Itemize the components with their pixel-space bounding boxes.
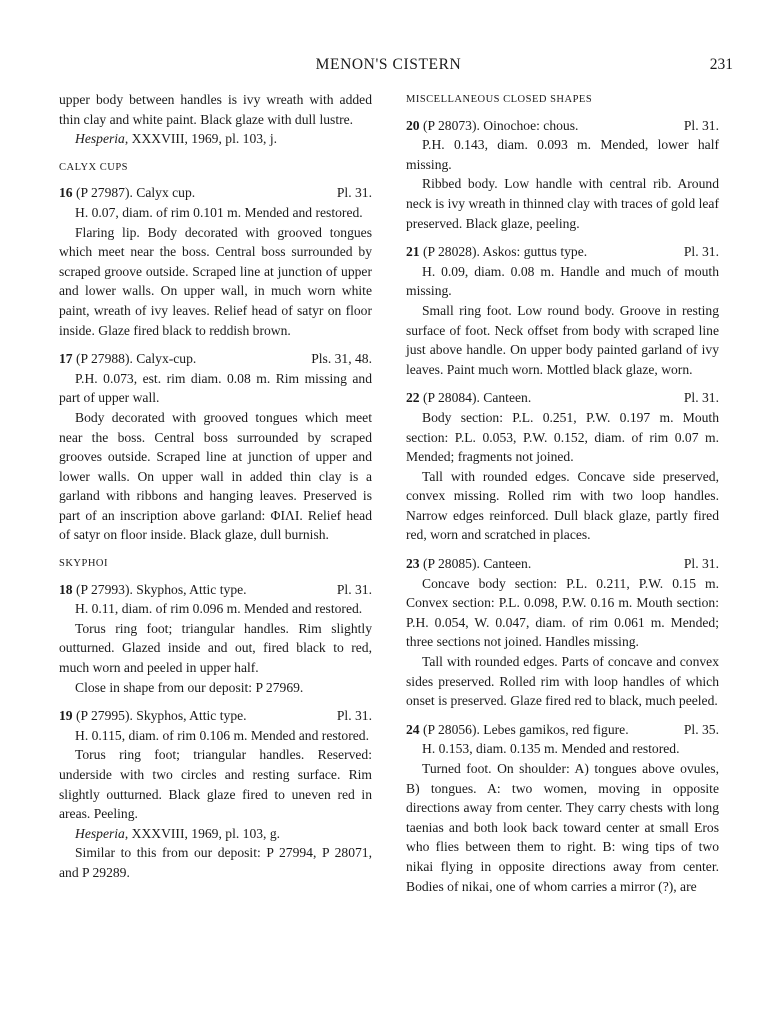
entry-heading bbox=[406, 554, 719, 574]
entry-heading bbox=[406, 720, 719, 740]
entry-dimensions: H. 0.09, diam. 0.08 m. Handle and much of mouth missing. bbox=[406, 263, 719, 299]
entry-dimensions: Concave body section: P.L. 0.211, P.W. 0.15 m. Convex section: P.L. 0.098, P.W. 0.16 m. Mouth section: P.H. 0.054, W. 0.047, diam. of rim 0.061 m. Mended; three sections not joined. Handles missing. bbox=[406, 575, 719, 650]
entry-description: Ribbed body. Low handle with central rib. Around neck is ivy wreath in thinned clay with traces of gold leaf preserved. Black glaze, peeling. bbox=[406, 176, 719, 231]
entry-title: (P 28073). Oinochoe: chous. bbox=[419, 117, 579, 133]
catalog-entry-16 bbox=[59, 183, 372, 340]
entry-dimensions: P.H. 0.143, diam. 0.093 m. Mended, lower half missing. bbox=[406, 137, 719, 172]
plate-reference: Pl. 31. bbox=[683, 117, 719, 133]
plate-reference: Pl. 31. bbox=[336, 708, 372, 724]
entry-number: 16 bbox=[59, 185, 73, 201]
entry-title: (P 28056). Lebes gamikos, red figure. bbox=[419, 721, 629, 737]
entry-description: Small ring foot. Low round body. Groove in resting surface of foot. Neck offset from body with scraped line just above handle. On upper body painted garland of ivy leaves. Paint much worn. Mottled black glaze, worn. bbox=[406, 302, 719, 377]
entry-description: Turned foot. On shoulder: A) tongues above ovules, B) tongues. A: two women, moving in opposite directions away from center. They carry chests with long taenias and both look back toward center at small Eros who flies between them to right. B: wing tips of two nikai flying in opposite directions away from center. Bodies of nikai, one of whom carries a mirror (?), are bbox=[406, 761, 719, 894]
entry-citation bbox=[59, 824, 372, 844]
plate-reference: Pl. 35. bbox=[683, 721, 719, 737]
citation-journal: Hesperia bbox=[75, 825, 125, 841]
entry-dimensions: H. 0.153, diam. 0.135 m. Mended and restored. bbox=[422, 741, 680, 757]
entry-description: Body decorated with grooved tongues which meet near the boss. Central boss surrounded by scraped grooves outside. Scraped line at junction of upper and lower walls. On upper wall in added thin clay is a garland with ribbons and hanging leaves. Preserved is part of an inscription above garland: ΦΙΛΙ. Relief head of satyr on floor inside. Black glaze, dull burnish. bbox=[59, 409, 372, 543]
citation-journal: Hesperia bbox=[75, 131, 125, 147]
entry-dimensions: P.H. 0.073, est. rim diam. 0.08 m. Rim missing and part of upper wall. bbox=[59, 370, 372, 406]
entry-description: Tall with rounded edges. Parts of concave and convex sides preserved. Rolled rim with loop handles of which onset is preserved. Glaze fired red to black, much peeled. bbox=[406, 654, 719, 709]
right-column bbox=[406, 90, 719, 896]
entry-heading bbox=[406, 388, 719, 408]
entry-title: (P 28028). Askos: guttus type. bbox=[419, 244, 588, 260]
section-heading-calyx-cups: CALYX CUPS bbox=[59, 161, 129, 173]
page-number: 231 bbox=[709, 56, 733, 73]
entry-number: 19 bbox=[59, 708, 73, 724]
entry-description: Torus ring foot; triangular handles. Rim slightly outturned. Glazed inside and out, fired black to red, much worn and peeled in upper half. bbox=[59, 620, 372, 676]
catalog-entry-24 bbox=[406, 720, 719, 896]
entry-dimensions: Body section: P.L. 0.251, P.W. 0.197 m. Mouth section: P.L. 0.053, P.W. 0.152, diam. of rim 0.07 m. Mended; fragments not joined. bbox=[406, 409, 719, 465]
entry-number: 22 bbox=[406, 390, 420, 406]
entry-heading bbox=[59, 183, 372, 203]
entry-heading bbox=[59, 580, 372, 600]
running-title: MENON'S CISTERN bbox=[315, 56, 462, 73]
catalog-entry-20 bbox=[406, 116, 719, 234]
entry-number: 23 bbox=[406, 556, 420, 572]
plate-reference: Pls. 31, 48. bbox=[311, 351, 372, 367]
catalog-entry-18 bbox=[59, 580, 372, 698]
citation-detail: , XXXVIII, 1969, pl. 103, g. bbox=[124, 825, 281, 841]
entry-description: Tall with rounded edges. Concave side preserved, convex missing. Rolled rim with two loop handles. Narrow edges reinforced. Dull black glaze, partly fired red, worn and scratched in places. bbox=[406, 468, 719, 543]
catalog-entry-23 bbox=[406, 554, 719, 711]
entry-title: (P 27988). Calyx-cup. bbox=[72, 351, 197, 367]
entry-title: (P 27987). Calyx cup. bbox=[72, 185, 196, 201]
entry-number: 20 bbox=[406, 117, 420, 133]
entry-heading bbox=[59, 706, 372, 726]
intro-citation bbox=[59, 129, 372, 149]
entry-note: Close in shape from our deposit: P 27969. bbox=[75, 679, 304, 695]
entry-heading bbox=[406, 116, 719, 136]
entry-number: 18 bbox=[59, 581, 73, 597]
citation-detail: , XXXVIII, 1969, pl. 103, j. bbox=[124, 131, 278, 147]
section-heading-misc-closed-shapes: MISCELLANEOUS CLOSED SHAPES bbox=[406, 94, 593, 105]
catalog-entry-21 bbox=[406, 242, 719, 379]
plate-reference: Pl. 31. bbox=[683, 556, 719, 572]
entry-dimensions: H. 0.07, diam. of rim 0.101 m. Mended and restored. bbox=[75, 204, 363, 220]
intro-text: upper body between handles is ivy wreath with added thin clay and white paint. Black glaze with dull lustre. bbox=[59, 92, 372, 127]
plate-reference: Pl. 31. bbox=[683, 390, 719, 406]
catalog-entry-17 bbox=[59, 349, 372, 545]
entry-description: Flaring lip. Body decorated with grooved tongues which meet near the boss. Central boss surrounded by scraped groove outside. Scraped line at junction of upper and lower walls. On upper wall, in much worn white paint, wreath of ivy leaves. Relief head of satyr on floor inside. Glaze fired black to reddish brown. bbox=[59, 224, 372, 338]
entry-number: 17 bbox=[59, 351, 73, 367]
entry-number: 21 bbox=[406, 244, 420, 260]
plate-reference: Pl. 31. bbox=[336, 581, 372, 597]
catalog-entry-22 bbox=[406, 388, 719, 545]
entry-heading bbox=[59, 349, 372, 369]
running-head bbox=[0, 56, 777, 76]
entry-description: Torus ring foot; triangular handles. Reserved: underside with two circles and resting surface. Rim slightly outturned. Black glaze fired to uneven red in areas. Peeling. bbox=[59, 747, 372, 822]
section-heading-skyphoi: SKYPHOI bbox=[59, 558, 109, 570]
entry-dimensions: H. 0.11, diam. of rim 0.096 m. Mended and restored. bbox=[75, 601, 363, 617]
entry-note: Similar to this from our deposit: P 27994, P 28071, and P 29289. bbox=[59, 845, 372, 880]
entry-heading bbox=[406, 242, 719, 262]
entry-title: (P 28085). Canteen. bbox=[419, 556, 532, 572]
entry-title: (P 28084). Canteen. bbox=[419, 390, 532, 406]
plate-reference: Pl. 31. bbox=[683, 244, 719, 260]
plate-reference: Pl. 31. bbox=[336, 185, 372, 201]
entry-title: (P 27993). Skyphos, Attic type. bbox=[72, 581, 247, 597]
catalog-entry-19 bbox=[59, 706, 372, 882]
entry-dimensions: H. 0.115, diam. of rim 0.106 m. Mended and restored. bbox=[75, 727, 369, 743]
entry-number: 24 bbox=[406, 721, 420, 737]
entry-title: (P 27995). Skyphos, Attic type. bbox=[72, 708, 247, 724]
left-column bbox=[59, 90, 372, 883]
